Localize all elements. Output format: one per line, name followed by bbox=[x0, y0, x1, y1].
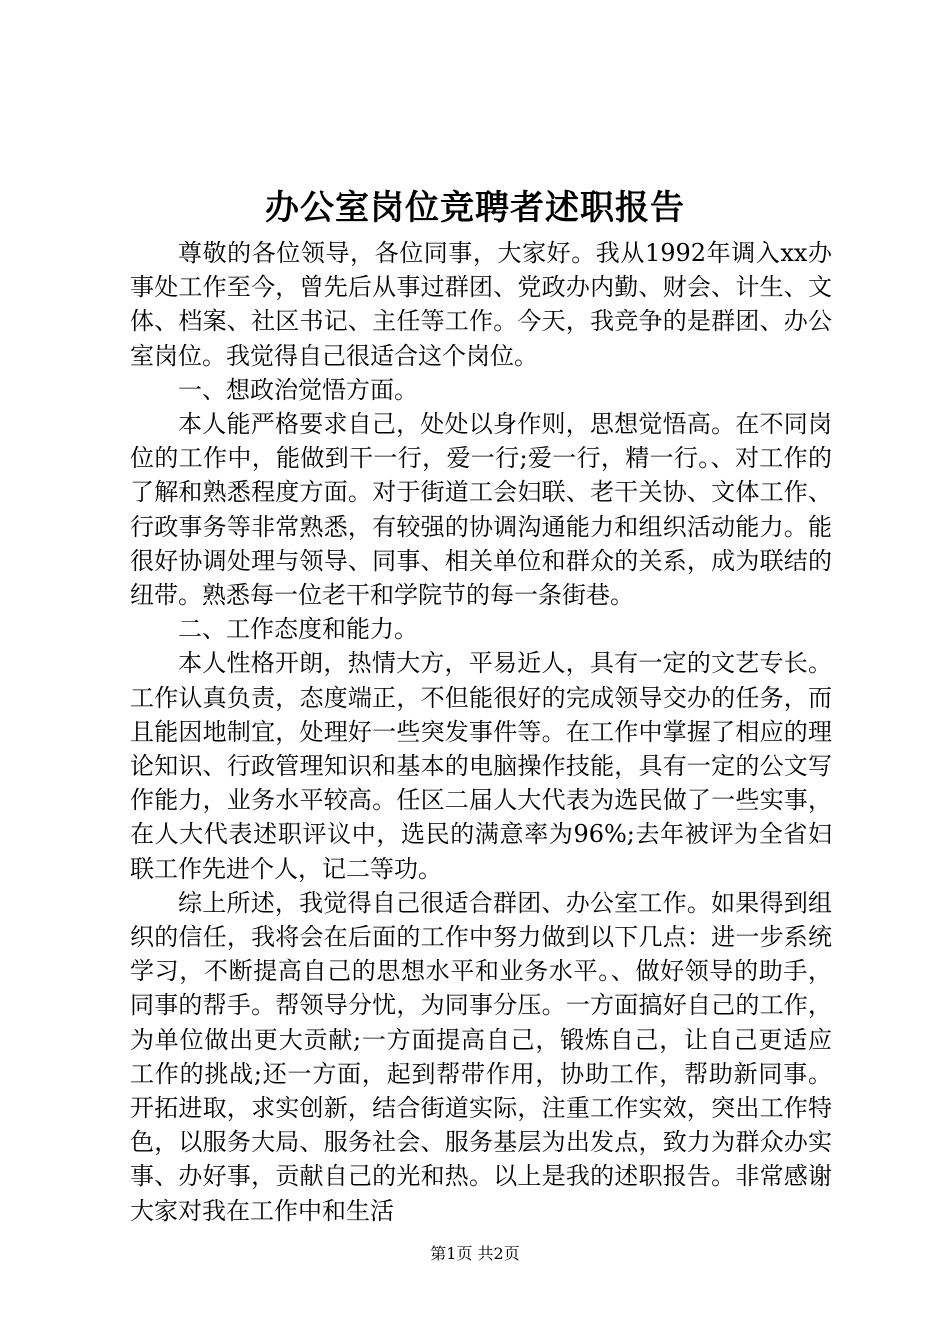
document-title: 办公室岗位竞聘者述职报告 bbox=[265, 188, 685, 228]
document-body bbox=[130, 236, 832, 1228]
section-heading-political-awareness: 一、想政治觉悟方面。 bbox=[178, 375, 418, 404]
paragraph-work-attitude: 本人性格开朗，热情大方，平易近人，具有一定的文艺专长。工作认真负责，态度端正，不但能很好的完成领导交办的任务，而且能因地制宜，处理好一些突发事件等。在工作中掌握了相应的理论知识、行政管理知识和基本的电脑操作技能，具有一定的公文写作能力，业务水平较高。任区二届人大代表为选民做了一些实事，在人大代表述职评议中，选民的满意率为96%;去年被评为全省妇联工作先进个人，记二等功。 bbox=[130, 649, 832, 883]
paragraph-political-awareness: 本人能严格要求自己，处处以身作则，思想觉悟高。在不同岗位的工作中，能做到干一行，爱一行;爱一行，精一行。、对工作的了解和熟悉程度方面。对于街道工会妇联、老干关协、文体工作、行政事务等非常熟悉，有较强的协调沟通能力和组织活动能力。能很好协调处理与领导、同事、相关单位和群众的关系，成为联结的纽带。熟悉每一位老干和学院节的每一条街巷。 bbox=[130, 410, 832, 610]
paragraph-intro: 尊敬的各位领导，各位同事，大家好。我从1992年调入xx办事处工作至今，曾先后从事过群团、党政办内勤、财会、计生、文体、档案、社区书记、主任等工作。今天，我竞争的是群团、办公室岗位。我觉得自己很适合这个岗位。 bbox=[130, 239, 832, 370]
paragraph-conclusion: 综上所述，我觉得自己很适合群团、办公室工作。如果得到组织的信任，我将会在后面的工作中努力做到以下几点：进一步系统学习，不断提高自己的思想水平和业务水平。、做好领导的助手，同事的帮手。帮领导分忧，为同事分压。一方面搞好自己的工作，为单位做出更大贡献;一方面提高自己，锻炼自己，让自己更适应工作的挑战;还一方面，起到帮带作用，协助工作，帮助新同事。开拓进取，求实创新，结合街道实际，注重工作实效，突出工作特色，以服务大局、服务社会、服务基层为出发点，致力为群众办实事、办好事，贡献自己的光和热。以上是我的述职报告。非常感谢大家对我在工作中和生活 bbox=[130, 888, 832, 1225]
section-heading-work-attitude: 二、工作态度和能力。 bbox=[178, 615, 418, 644]
page-number-footer: 第1页 共2页 bbox=[430, 1244, 520, 1263]
